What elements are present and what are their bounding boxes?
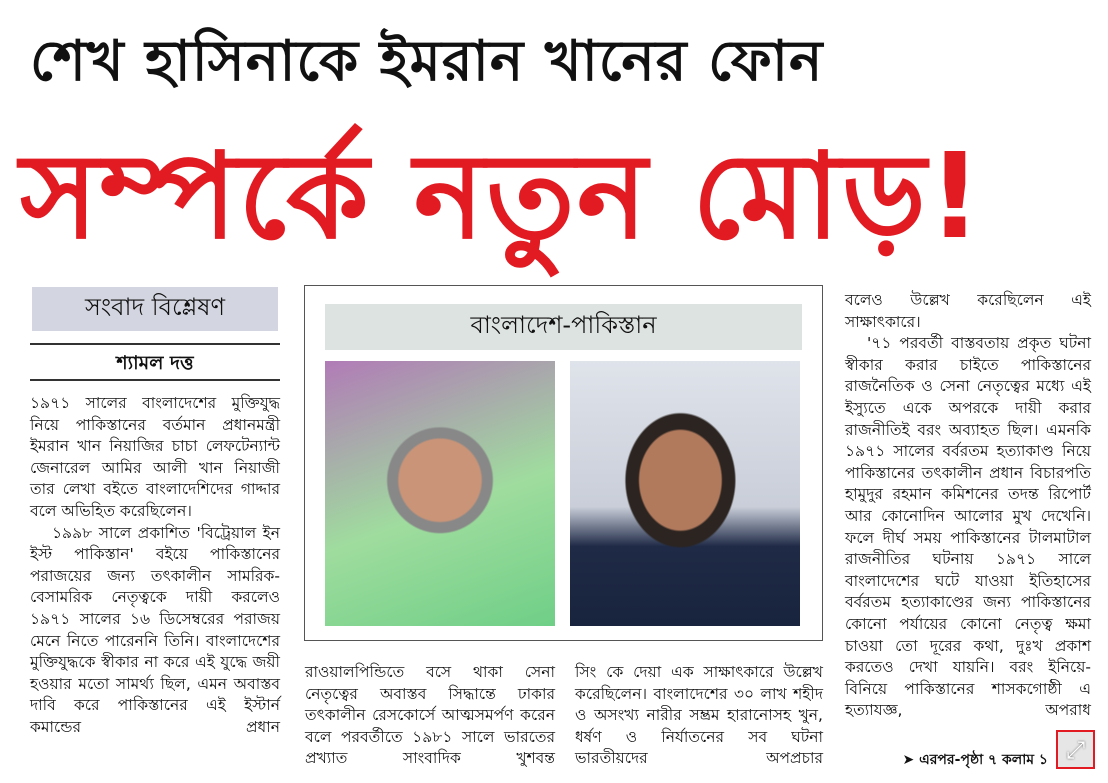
paragraph: '৭১ পরবর্তী বাস্তবতায় প্রকৃত ঘটনা স্বীকার করার চাইতে পাকিস্তানের রাজনৈতিক ও সেনা নেতৃত্বের মধ্যে এই ইস্যুতে একে অপরকে দায়ী করার রাজনীতিই বরং অব্যাহত ছিল। এমনকি ১৯৭১ সালের বর্বরতম হত্যাকাণ্ড নিয়ে পাকিস্তানের তৎকালীন প্রধান বিচারপতি হামুদুর রহমান কমিশনের তদন্ত রিপোর্ট আর কোনোদিন আলোর মুখ দেখেনি। ফলে দীর্ঘ সময় পাকিস্তানের টালমাটাল রাজনীতির ঘটনায় ১৯৭১ সালে বাংলাদেশের ঘটে যাওয়া ইতিহাসের বর্বরতম হত্যাকাণ্ডের জন্য পাকিস্তানের কোনো পর্যায়ের কোনো নেতৃত্ব ক্ষমা চাওয়া তো দূরের কথা, দুঃখ প্রকাশ করতেও দেখা যায়নি। বরং ইনিয়ে-বিনিয়ে পাকিস্তানের শাসকগোষ্ঠী এ হত্যাযজ্ঞ, অপরাধ [845,334,1091,720]
expand-icon: ⤢ [1065,735,1086,764]
byline: শ্যামল দত্ত [116,352,194,374]
photo-caption: বাংলাদেশ-পাকিস্তান [325,304,802,350]
paragraph: ১৯৯৮ সালে প্রকাশিত 'বিট্রেয়াল ইন ইস্ট পাকিস্তান' বইয়ে পাকিস্তানের পরাজয়ের জন্য তৎকালীন সামরিক-বেসামরিক নেতৃত্বকে দায়ী করলেও ১৯৭১ সালের ১৬ ডিসেম্বরের পরাজয় মেনে নিতে পারেননি তিনি। বাংলাদেশের মুক্তিযুদ্ধকে স্বীকার না করে এই যুদ্ধে জয়ী হওয়ার মতো সামর্থ্য ছিল, এমন অবাস্তব দাবি করে পাকিস্তানের এই ইস্টার্ন কমান্ডের প্রধান [30,523,280,736]
photo-imran-khan [570,361,800,626]
divider [30,379,280,381]
expand-button[interactable] [1056,730,1095,769]
headline-main: সম্পর্কে নতুন মোড়! [20,127,984,265]
article-column-1 [30,393,280,739]
article-column-2 [305,662,555,770]
photo-box [304,285,823,641]
article-column-4 [845,290,1091,722]
headline-top: শেখ হাসিনাকে ইমরান খানের ফোন [30,29,824,94]
paragraph: রাওয়ালপিন্ডিতে বসে থাকা সেনা নেতৃত্বের অবাস্তব সিদ্ধান্তে ঢাকার তৎকালীন রেসকোর্সে আত্মসমর্পণ করেন বলে পরবর্তীতে ১৯৮১ সালে ভারতের প্রখ্যাত সাংবাদিক খুশবন্ত [305,663,555,768]
article-column-3 [575,662,823,770]
paragraph: ১৯৭১ সালের বাংলাদেশের মুক্তিযুদ্ধ নিয়ে পাকিস্তানের বর্তমান প্রধানমন্ত্রী ইমরান খান নিয়াজির চাচা লেফটেন্যান্ট জেনারেল আমির আলী খান নিয়াজী তার লেখা বইতে বাংলাদেশিদের গাদ্দার বলে অভিহিত করেছিলেন। [30,394,280,520]
paragraph: সিং কে দেয়া এক সাক্ষাৎকারে উল্লেখ করেছিলেন। বাংলাদেশের ৩০ লাখ শহীদ ও অসংখ্য নারীর সম্ভ্রম হারানোসহ খুন, ধর্ষণ ও নির্যাতনের সব ঘটনা ভারতীয়দের অপপ্রচার [575,663,823,768]
photo-sheikh-hasina [325,361,555,626]
paragraph: বলেও উল্লেখ করেছিলেন এই সাক্ষাৎকারে। [845,291,1091,331]
continued-jump: ➤ এরপর-পৃষ্ঠা ৭ কলাম ১ [902,752,1048,768]
section-kicker: সংবাদ বিশ্লেষণ [32,287,278,331]
divider [30,343,280,345]
